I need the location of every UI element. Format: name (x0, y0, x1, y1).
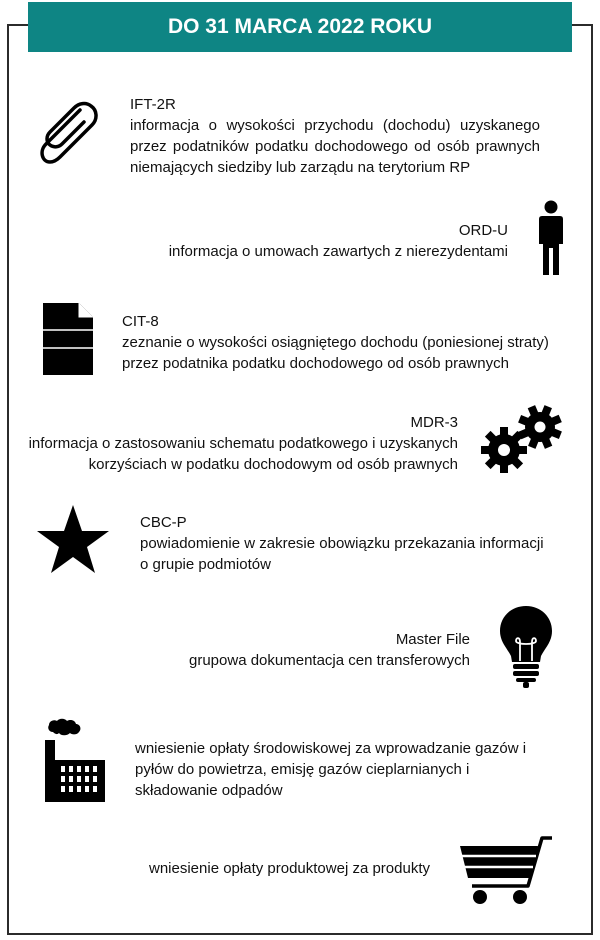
person-icon (537, 200, 565, 276)
item-cit-8 (122, 311, 552, 374)
item-description: grupowa dokumentacja cen transferowych (189, 652, 470, 669)
item-description: wniesienie opłaty środowiskowej za wprowadzanie gazów i pyłów do powietrza, emisję gazów cieplarnianych i składowanie odpadów (135, 740, 527, 799)
paperclip-icon (36, 100, 102, 168)
item-code: MDR-3 (410, 414, 458, 431)
item-ord-u (150, 220, 508, 262)
document-icon (43, 303, 95, 375)
gears-icon (480, 403, 566, 475)
item-cbc-p (140, 512, 550, 575)
factory-icon (43, 718, 107, 802)
item-code: Master File (395, 631, 470, 648)
item-code: IFT-2R (130, 96, 176, 113)
item-description: informacja o wysokości przychodu (dochodu) uzyskanego przez podatników podatku dochodowego od osób prawnych niemających siedziby lub zarządu na terytorium RP (130, 117, 540, 176)
item-code: CBC-P (140, 514, 187, 531)
item-code: CIT-8 (122, 313, 159, 330)
star-icon (35, 503, 111, 575)
item-environmental-fee (135, 738, 540, 801)
shopping-cart-icon (456, 832, 554, 906)
item-code: ORD-U (458, 222, 508, 239)
item-master-file (170, 629, 470, 671)
item-description: zeznanie o wysokości osiągniętego dochodu (poniesionej straty) przez podatnika podatku dochodowego od osób prawnych (122, 334, 549, 372)
item-product-fee (120, 858, 430, 879)
item-description: powiadomienie w zakresie obowiązku przekazania informacji o grupie podmiotów (140, 535, 544, 573)
lightbulb-icon (498, 604, 554, 688)
page-title: DO 31 MARCA 2022 ROKU (28, 2, 572, 52)
item-description: wniesienie opłaty produktowej za produkty (149, 860, 430, 877)
item-description: informacja o umowach zawartych z nierezydentami (168, 243, 508, 260)
item-description: informacja o zastosowaniu schematu podatkowego i uzyskanych korzyściach w podatku dochodowym od osób prawnych (28, 435, 458, 473)
item-ift-2r (130, 94, 540, 178)
item-mdr-3 (28, 412, 458, 475)
